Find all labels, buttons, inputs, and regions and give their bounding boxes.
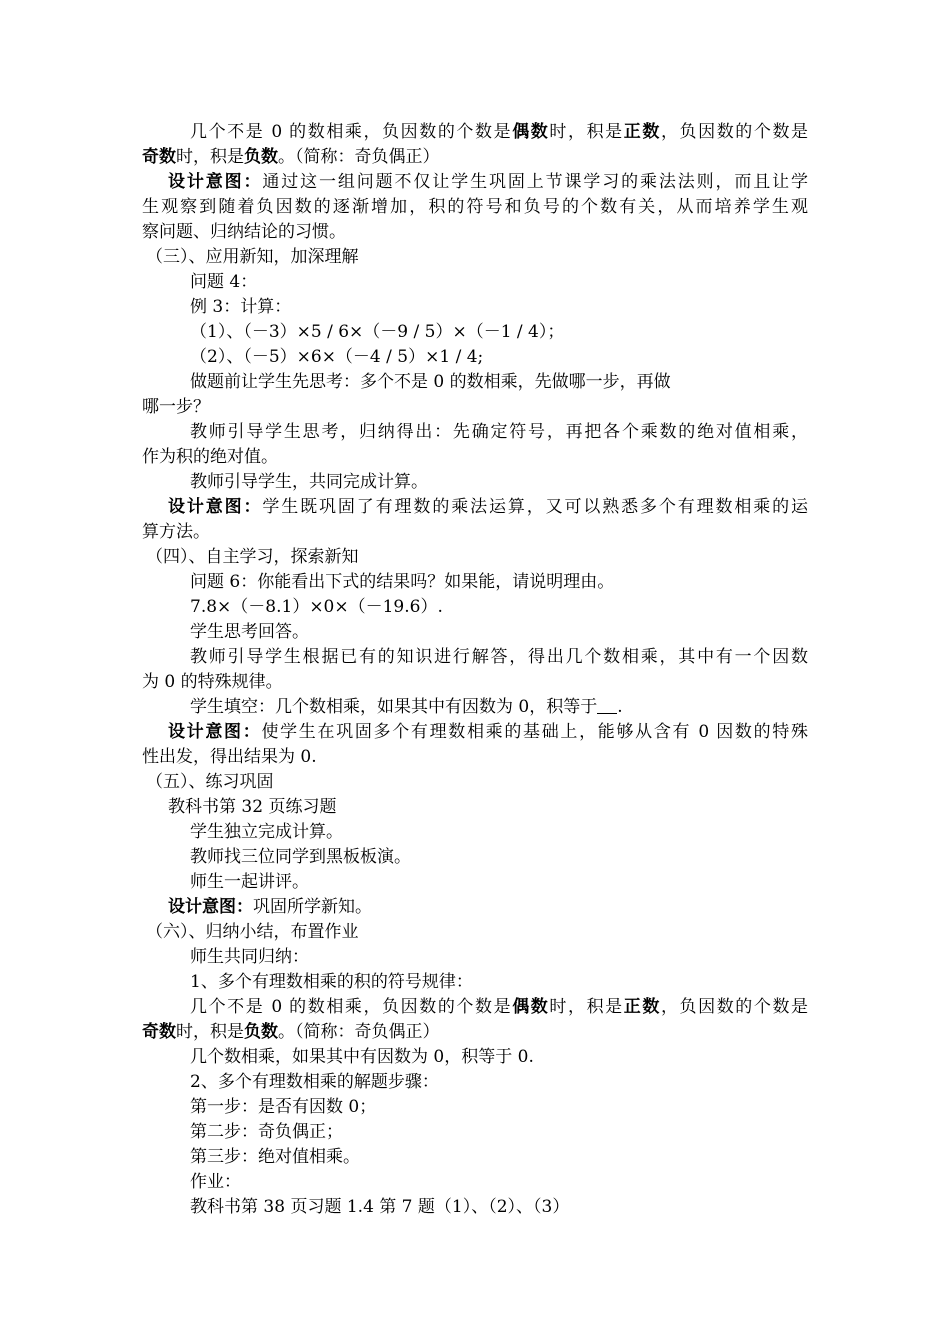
positive-term: 正数 — [623, 122, 661, 142]
section-6-heading: （六）、归纳小结，布置作业 — [146, 922, 359, 942]
think-first-line-2: 哪一步？ — [142, 397, 210, 417]
design-intent-1-line-2: 生观察到随着负因数的逐渐增加，积的符号和负号的个数有关，从而培养学生观 — [142, 197, 808, 217]
teacher-guide-2-line-1: 教师引导学生根据已有的知识进行解答，得出几个数相乘，其中有一个因数 — [190, 647, 808, 667]
negative-term: 负数 — [244, 147, 278, 167]
joint-review: 师生一起讲评。 — [190, 872, 309, 892]
design-intent-4: 设计意图：巩固所学新知。 — [168, 897, 372, 917]
students-answer: 学生思考回答。 — [190, 622, 309, 642]
homework-assignment: 教科书第 38 页习题 1.4 第 7 题（1）、（2）、（3） — [190, 1197, 570, 1217]
sign-rule-repeat-line-1: 几个不是 0 的数相乘，负因数的个数是偶数时，积是正数，负因数的个数是 — [190, 997, 809, 1017]
homework-label: 作业： — [190, 1172, 241, 1192]
problem-4: 问题 4： — [190, 272, 258, 292]
section-5-heading: （五）、练习巩固 — [146, 772, 274, 792]
example-3-item-1: （1）、（－3）×5 / 6×（－9 / 5）×（－1 / 4）； — [190, 322, 565, 342]
rule-2-title: 2、多个有理数相乘的解题步骤： — [190, 1072, 439, 1092]
step-1: 第一步：是否有因数 0； — [190, 1097, 377, 1117]
blank-line — [597, 697, 617, 714]
even-term: 偶数 — [512, 122, 550, 142]
zero-rule: 几个数相乘，如果其中有因数为 0，积等于 0. — [190, 1047, 534, 1067]
sign-rule-repeat-line-2: 奇数时，积是负数。（简称：奇负偶正） — [142, 1022, 440, 1042]
design-intent-3-line-2: 性出发，得出结果为 0. — [142, 747, 317, 767]
teacher-guide-line-2: 作为积的绝对值。 — [142, 447, 278, 467]
odd-term: 奇数 — [142, 147, 176, 167]
rule-1-title: 1、多个有理数相乘的积的符号规律： — [190, 972, 473, 992]
section-3-heading: （三）、应用新知，加深理解 — [146, 247, 359, 267]
example-3: 例 3：计算： — [190, 297, 292, 317]
expression: 7.8×（－8.1）×0×（－19.6）. — [190, 597, 443, 617]
board-demo: 教师找三位同学到黑板板演。 — [190, 847, 411, 867]
intent-label: 设计意图： — [168, 172, 263, 192]
design-intent-1-line-1: 设计意图：通过这一组问题不仅让学生巩固上节课学习的乘法法则，而且让学 — [168, 172, 809, 192]
summary-intro: 师生共同归纳： — [190, 947, 309, 967]
independent-work: 学生独立完成计算。 — [190, 822, 343, 842]
teacher-guide-2-line-2: 为 0 的特殊规律。 — [142, 672, 283, 692]
intent-label: 设计意图： — [168, 497, 263, 517]
intent-label: 设计意图： — [168, 897, 253, 917]
problem-6: 问题 6：你能看出下式的结果吗？如果能，请说明理由。 — [190, 572, 615, 592]
step-2: 第二步：奇负偶正； — [190, 1122, 343, 1142]
design-intent-1-line-3: 察问题、归纳结论的习惯。 — [142, 222, 346, 242]
textbook-exercise: 教科书第 32 页练习题 — [168, 797, 337, 817]
example-3-item-2: （2）、（－5）×6×（－4 / 5）×1 / 4; — [190, 347, 484, 367]
sign-rule-line-1: 几个不是 0 的数相乘，负因数的个数是偶数时，积是正数，负因数的个数是 — [190, 122, 809, 142]
think-first-line-1: 做题前让学生先思考：多个不是 0 的数相乘，先做哪一步，再做 — [190, 372, 671, 392]
sign-rule-line-2: 奇数时，积是负数。（简称：奇负偶正） — [142, 147, 440, 167]
step-3: 第三步：绝对值相乘。 — [190, 1147, 360, 1167]
complete-together: 教师引导学生，共同完成计算。 — [190, 472, 428, 492]
design-intent-3-line-1: 设计意图：使学生在巩固多个有理数相乘的基础上，能够从含有 0 因数的特殊 — [168, 722, 808, 742]
design-intent-2-line-1: 设计意图：学生既巩固了有理数的乘法运算，又可以熟悉多个有理数相乘的运 — [168, 497, 809, 517]
fill-in-blank: 学生填空：几个数相乘，如果其中有因数为 0，积等于 . — [190, 697, 623, 717]
teacher-guide-line-1: 教师引导学生思考，归纳得出：先确定符号，再把各个乘数的绝对值相乘， — [190, 422, 808, 442]
intent-label: 设计意图： — [168, 722, 262, 742]
section-4-heading: （四）、自主学习，探索新知 — [146, 547, 359, 567]
design-intent-2-line-2: 算方法。 — [142, 522, 210, 542]
